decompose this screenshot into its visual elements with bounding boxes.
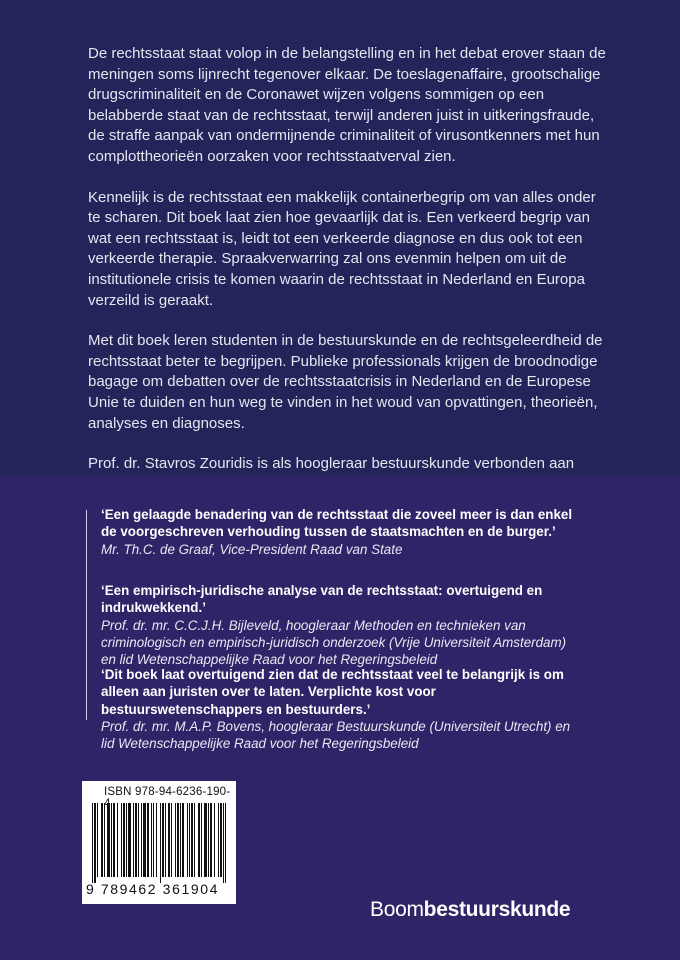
- barcode-bar: [201, 803, 202, 877]
- barcode-bar: [121, 803, 122, 877]
- publisher-name-part: Boom: [370, 898, 424, 921]
- endorsement-quote: [101, 582, 581, 668]
- barcode-bar: [104, 803, 105, 877]
- description-paragraph-3: Met dit boek leren studenten in de bestuurskunde en de rechtsgeleerdheid de rechtsstaat beter te begrijpen. Publieke professionals krijgen de broodnodige bagage om debatten over de rechtsstaatcrisis in Nederland en de Europese Unie te duiden en hun weg te vinden in het woud van opvattingen, theorieën, analyses en diagnoses.: [88, 332, 603, 432]
- barcode-bar: [123, 803, 125, 877]
- description-paragraph-2: Kennelijk is de rechtsstaat een makkelijk containerbegrip om van alles onder te scharen. Dit boek laat zien hoe gevaarlijk dat is. Een verkeerd begrip van wat een rechtsstaat is, leidt tot een verkeerde diagnose en dus ook tot een verkeerde therapie. Spraakverwarring zal ons evenmin helpen om uit de institutionele crisis te komen waarin de rechtsstaat in Nederland en Europa verzeild is geraakt.: [88, 188, 596, 309]
- isbn-label: ISBN 978-94-6236-190-: [104, 786, 231, 798]
- barcode-bar: [223, 803, 224, 883]
- barcode-bar: [162, 803, 164, 877]
- barcode-bar: [208, 803, 209, 877]
- barcode-bar: [133, 803, 134, 877]
- barcode-bar: [187, 803, 188, 877]
- barcode-bar: [177, 803, 179, 877]
- barcode-bar: [168, 803, 170, 877]
- author-bio: Prof. dr. Stavros Zouridis is als hoogleraar bestuurskunde verbonden aan: [88, 455, 575, 473]
- barcode-bar: [171, 803, 172, 877]
- barcode-bar: [194, 803, 195, 877]
- barcode-bar: [175, 803, 176, 877]
- barcode-bar: [117, 803, 118, 877]
- barcode-bar: [138, 803, 139, 877]
- barcode-bar: [160, 803, 161, 883]
- barcode-bar: [153, 803, 154, 877]
- barcode-bar: [147, 803, 149, 877]
- barcode-bar: [156, 803, 157, 877]
- barcode-bar: [220, 803, 222, 877]
- barcode-bar: [204, 803, 207, 877]
- quote-source: Prof. dr. mr. M.A.P. Bovens, hoogleraar Bestuurskunde (Universiteit Utrecht) en lid Wetenschappelijke Raad voor het Regeringsbeleid: [101, 718, 571, 752]
- isbn-barcode: [82, 781, 236, 904]
- endorsement-quote: [101, 666, 581, 752]
- description-paragraph-1: De rechtsstaat staat volop in de belangstelling en in het debat erover staan de meningen soms lijnrecht tegenover elkaar. De toeslagenaffaire, grootschalige drugscriminaliteit en de Coronawet wijzen volgens sommigen op een belabberde staat van de rechtsstaat, terwijl anderen juist in uitkeringsfraude, de straffe aanpak van ondermijnende criminaliteit of virusontkenners met hun complottheorieën oorzaken voor rechtsstaatverval zien.: [88, 45, 606, 165]
- quote-text: ‘Een empirisch-juridische analyse van de rechtsstaat: overtuigend en indrukwekkend.’: [101, 583, 543, 616]
- barcode-bar: [151, 803, 152, 877]
- barcode-bar: [111, 803, 112, 877]
- endorsement-quote: [101, 506, 581, 558]
- barcode-bar: [143, 803, 146, 877]
- barcode-bar: [101, 803, 103, 877]
- quote-source: Prof. dr. mr. C.C.J.H. Bijleveld, hoogleraar Methoden en technieken van criminologisch en empirisch-juridisch onderzoek (Vrije Universiteit Amsterdam) en lid Wetenschappelijke Raad voor het Regeringsbeleid: [101, 617, 567, 668]
- quote-divider-line: [86, 510, 87, 720]
- quote-text: ‘Dit boek laat overtuigend zien dat de rechtsstaat veel te belangrijk is om alleen aan juristen over te laten. Verplichte kost voor bestuurswetenschappers en bestuurders.’: [101, 667, 564, 717]
- barcode-bar: [198, 803, 200, 877]
- quote-source: Mr. Th.C. de Graaf, Vice-President Raad van State: [101, 541, 403, 557]
- publisher-logo: [370, 898, 570, 922]
- barcode-bar: [126, 803, 127, 877]
- barcode-bar: [92, 803, 93, 883]
- book-description: [88, 44, 608, 515]
- barcode-bar: [225, 803, 226, 883]
- barcode-bar: [180, 803, 181, 877]
- barcode-bar: [165, 803, 166, 877]
- barcode-bar: [141, 803, 142, 877]
- barcode-bar: [94, 803, 96, 883]
- ean-digits: 9 789462 361904: [86, 881, 219, 897]
- barcode-bar: [218, 803, 219, 877]
- barcode-bar: [182, 803, 184, 877]
- barcode-bar: [128, 803, 131, 877]
- barcode-bar: [191, 803, 193, 877]
- barcode-bar: [113, 803, 115, 877]
- barcode-bar: [107, 803, 110, 877]
- barcode-bar: [97, 803, 98, 877]
- barcode-bar: [135, 803, 137, 877]
- barcode-bar: [189, 803, 190, 877]
- barcode-bar: [214, 803, 215, 877]
- barcode-bar: [210, 803, 212, 877]
- publisher-imprint: bestuurskunde: [423, 898, 571, 921]
- barcode-bars: [92, 803, 226, 883]
- quote-text: ‘Een gelaagde benadering van de rechtsstaat die zoveel meer is dan enkel de voorgeschreven verhouding tussen de staatsmachten en de burger.’: [101, 507, 573, 540]
